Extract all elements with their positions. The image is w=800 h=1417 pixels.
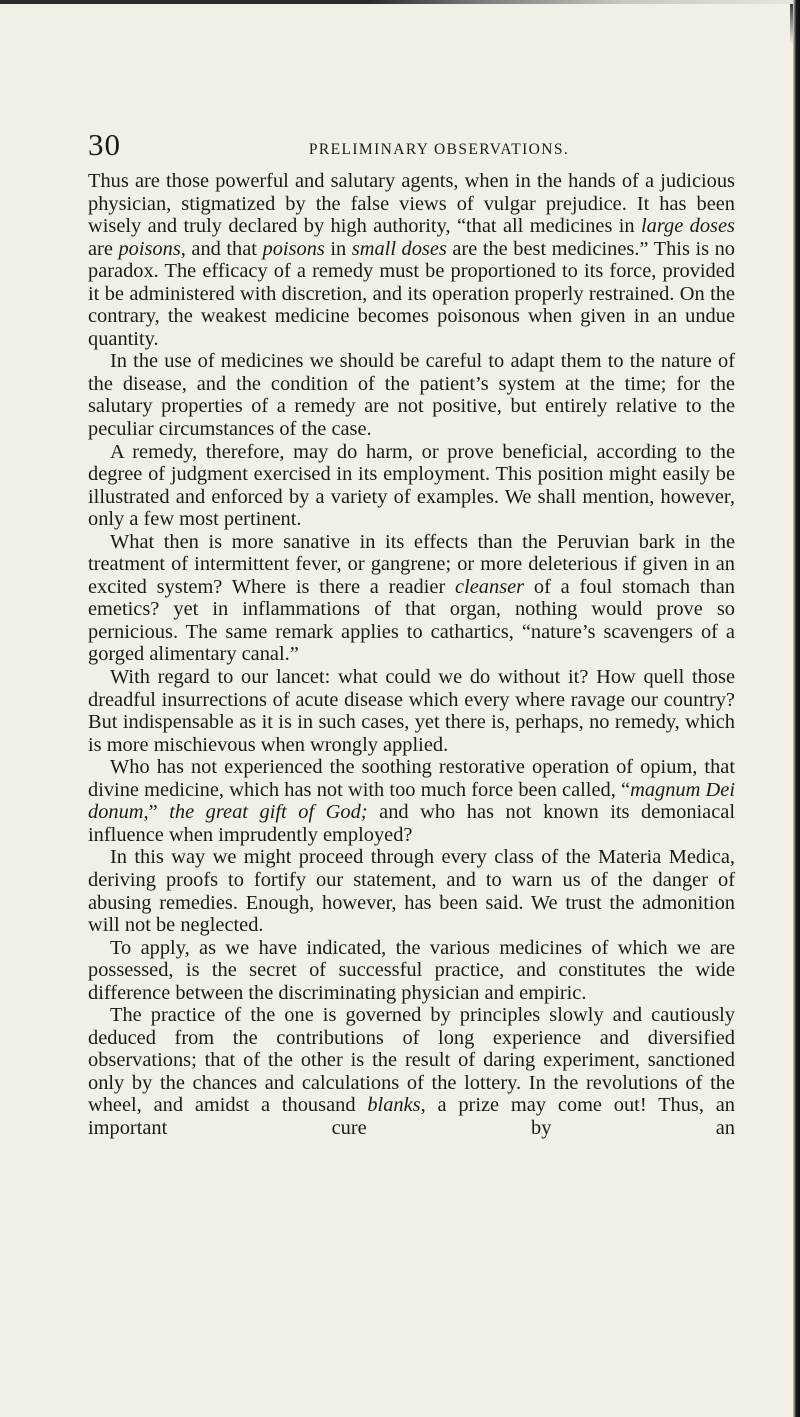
paragraph-5: With regard to our lancet: what could we do without it? How quell those dreadful insurrections of acute disease which every where ravage our country? But indispensable as it is in such cases, yet there is, perhaps, no remedy, which is more mischievous when wrongly applied. bbox=[88, 666, 735, 756]
paragraph-1: Thus are those powerful and salutary agents, when in the hands of a judicious physician, stigmatized by the false views of vulgar prejudice. It has been wisely and truly declared by high authority, “that all medicines in large doses are poisons, and that poisons in small doses are the best medicines.” This is no paradox. The efficacy of a remedy must be proportioned to its force, provided it be administered with discretion, and its operation properly restrained. On the contrary, the weakest medicine becomes poisonous when given in an undue quantity. bbox=[88, 170, 735, 350]
running-head: PRELIMINARY OBSERVATIONS. bbox=[308, 141, 570, 158]
page-right-edge bbox=[793, 0, 800, 1417]
paragraph-3: A remedy, therefore, may do harm, or prove beneficial, according to the degree of judgment exercised in its employment. This position might easily be illustrated and enforced by a variety of examples. We shall mention, however, only a few most pertinent. bbox=[88, 440, 735, 531]
page-top-rule bbox=[0, 0, 800, 4]
paragraph-7: In this way we might proceed through every class of the Materia Medica, deriving proofs to fortify our statement, and to warn us of the danger of abusing remedies. Enough, however, has been said. We trust the admonition will not be neglected. bbox=[88, 846, 735, 937]
body-text bbox=[88, 170, 735, 1140]
page-edge-shadow bbox=[790, 4, 793, 44]
paragraph-4: What then is more sanative in its effects than the Peruvian bark in the treatment of intermittent fever, or gangrene; or more deleterious if given in an excited system? Where is there a readier cleanser of a foul stomach than emetics? yet in inflammations of that organ, nothing would prove so pernicious. The same remark applies to cathartics, “nature’s scavengers of a gorged alimentary canal.” bbox=[88, 530, 735, 666]
paragraph-2: In the use of medicines we should be careful to adapt them to the nature of the disease, and the condition of the patient’s system at the time; for the salutary properties of a remedy are not positive, but entirely relative to the peculiar circumstances of the case. bbox=[88, 350, 735, 441]
paragraph-8: To apply, as we have indicated, the various medicines of which we are possessed, is the secret of successful practice, and constitutes the wide difference between the discriminating physician and empiric. bbox=[88, 936, 735, 1004]
paragraph-9: The practice of the one is governed by principles slowly and cautiously deduced from the contributions of long experience and diversified observations; that of the other is the result of daring experiment, sanctioned only by the chances and calculations of the lottery. In the revolutions of the wheel, and amidst a thousand blanks, a prize may come out! Thus, an important cure by an bbox=[88, 1004, 736, 1139]
page-number: 30 bbox=[88, 127, 121, 162]
paragraph-6: Who has not experienced the soothing restorative operation of opium, that divine medicine, which has not with too much force been called, “magnum Dei donum,” the great gift of God; and who has not known its demoniacal influence when imprudently employed? bbox=[88, 756, 736, 846]
